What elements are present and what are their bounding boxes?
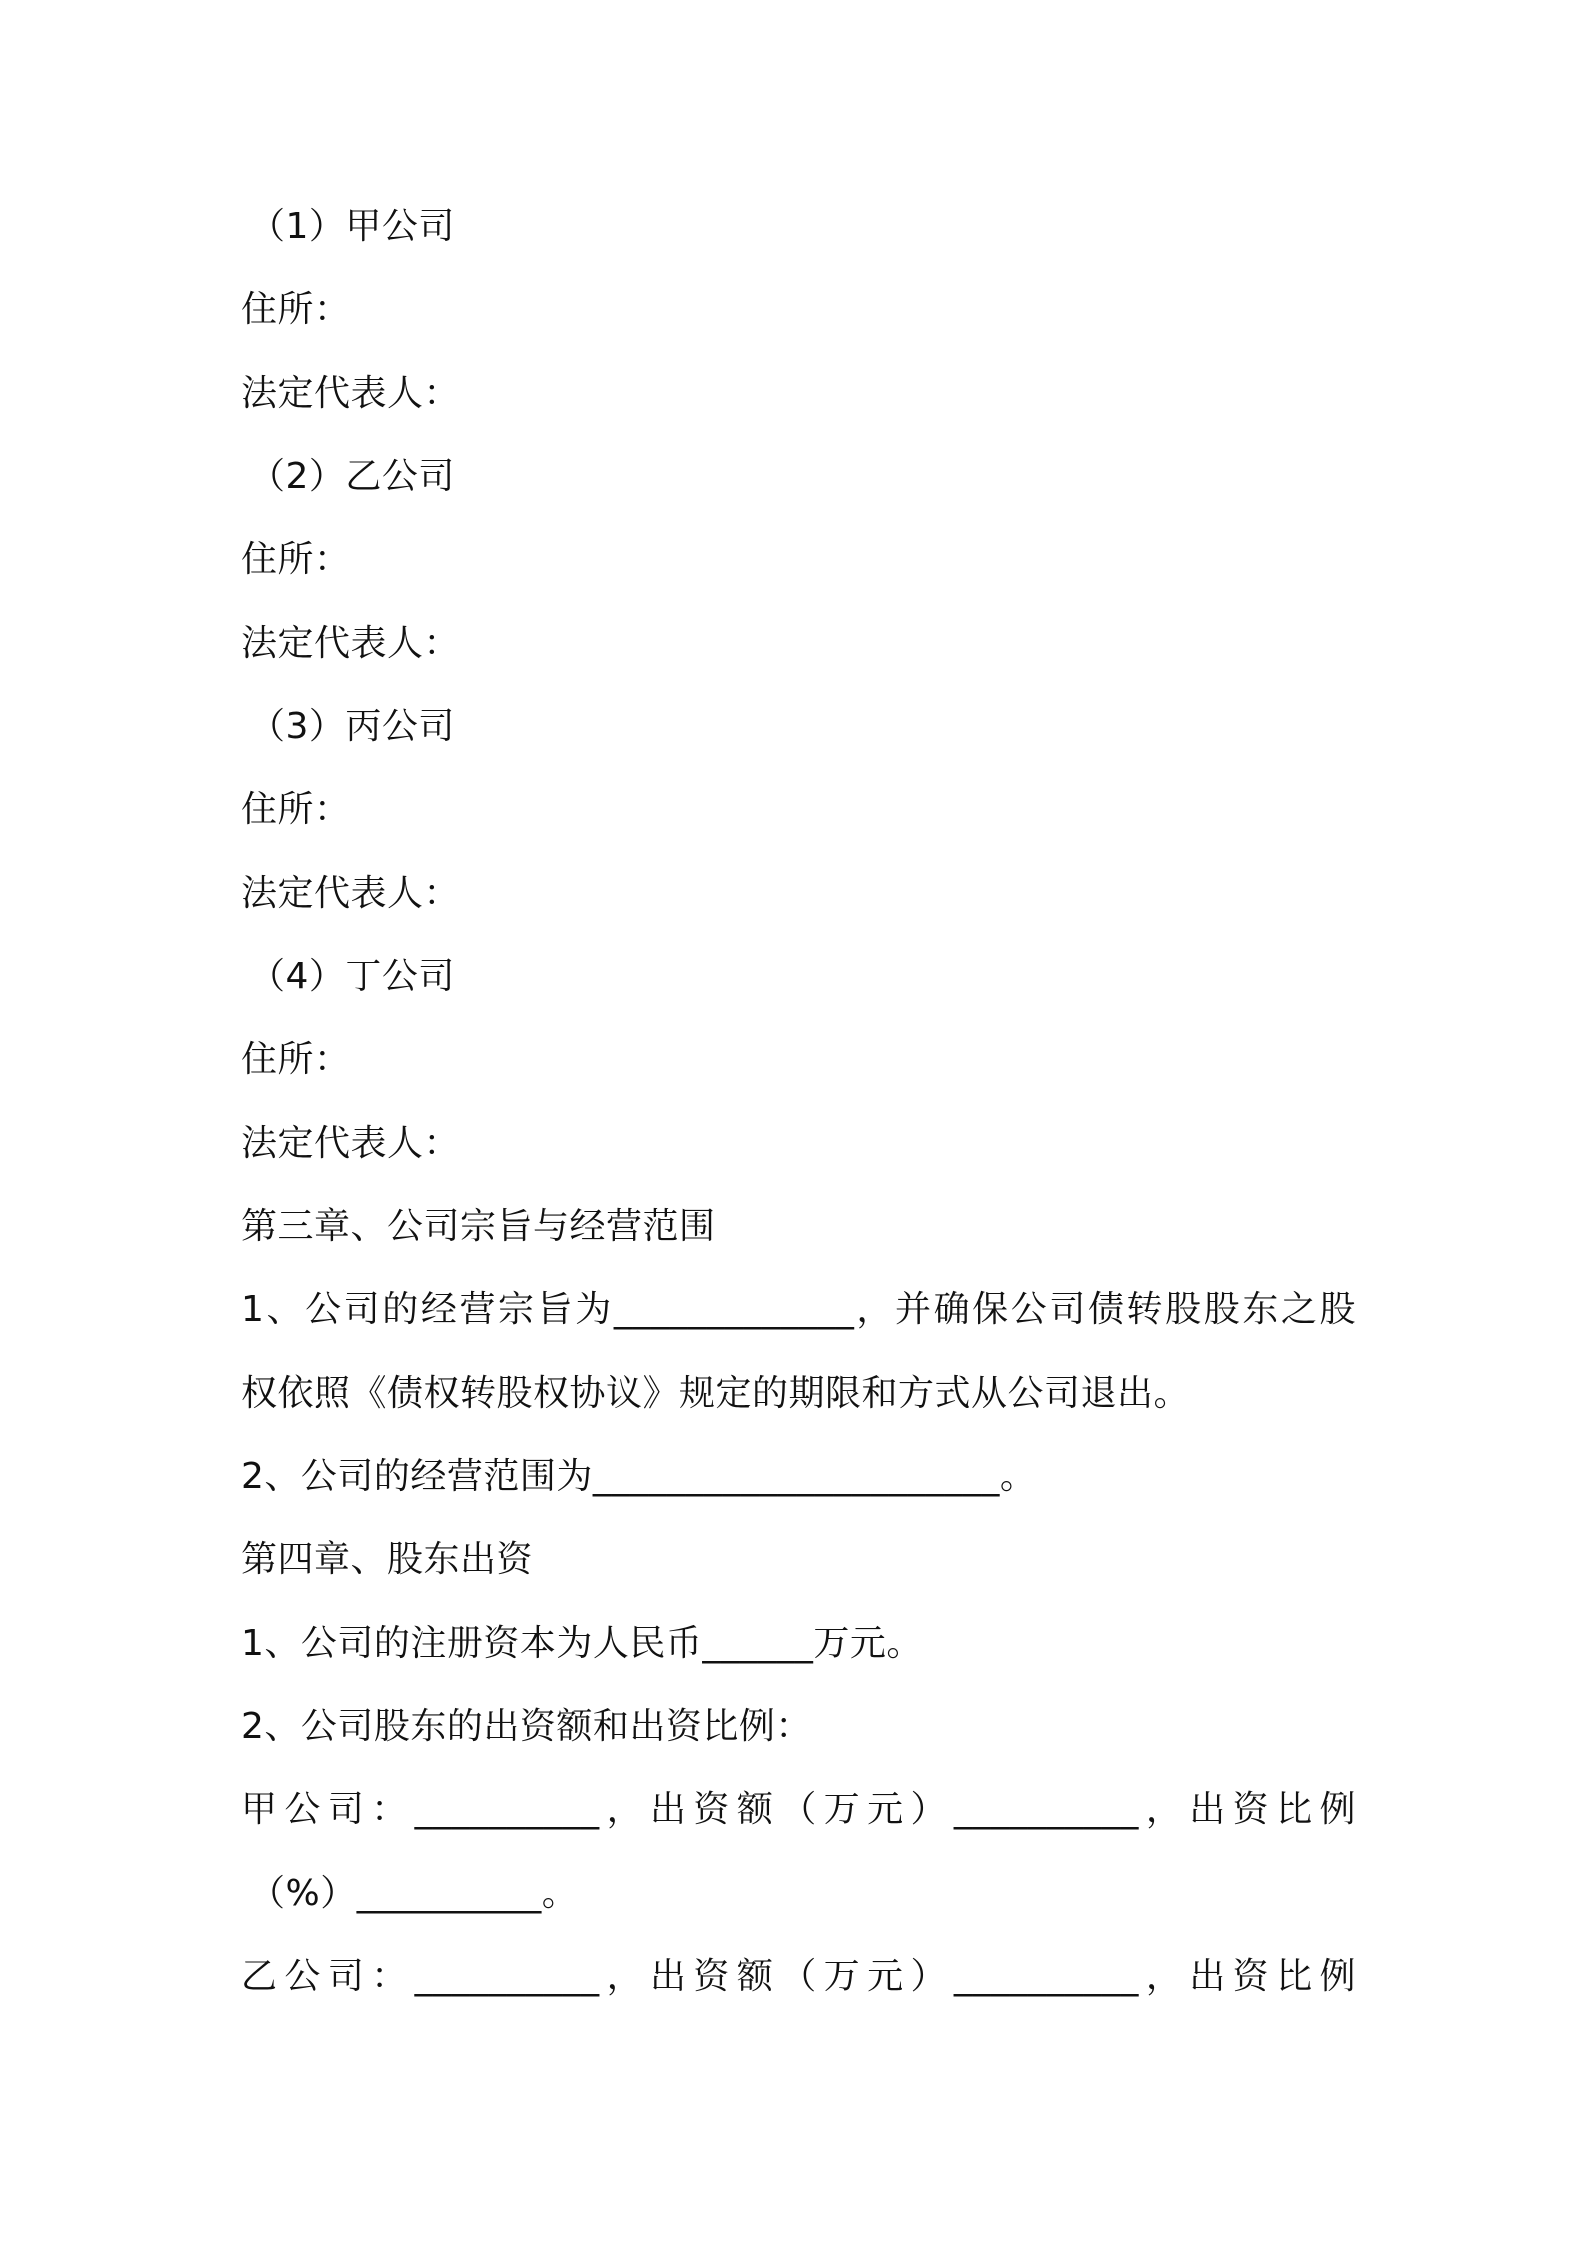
shareholder-a-contribution-line-1: 甲公司：__________，出资额（万元）__________，出资比例 bbox=[241, 1789, 1356, 1830]
chapter-3-clause-2: 2、公司的经营范围为______________________。 bbox=[241, 1456, 1037, 1497]
chapter-4-heading: 第四章、股东出资 bbox=[241, 1539, 534, 1580]
chapter-4-clause-1: 1、公司的注册资本为人民币______万元。 bbox=[241, 1623, 923, 1664]
party-3-heading: （3）丙公司 bbox=[249, 706, 455, 747]
chapter-3-clause-1-line-2: 权依照《债权转股权协议》规定的期限和方式从公司退出。 bbox=[241, 1373, 1191, 1414]
chapter-3-heading: 第三章、公司宗旨与经营范围 bbox=[241, 1206, 716, 1247]
party-4-heading: （4）丁公司 bbox=[249, 956, 455, 997]
party-1-address-label: 住所： bbox=[241, 289, 351, 330]
party-1-heading: （1）甲公司 bbox=[249, 206, 455, 247]
party-2-legal-rep-label: 法定代表人： bbox=[241, 623, 461, 664]
shareholder-a-contribution-line-2: （%）__________。 bbox=[249, 1873, 579, 1914]
chapter-3-clause-1-line-1: 1、公司的经营宗旨为_____________，并确保公司债转股股东之股 bbox=[241, 1289, 1356, 1330]
party-3-legal-rep-label: 法定代表人： bbox=[241, 873, 461, 914]
party-2-address-label: 住所： bbox=[241, 539, 351, 580]
shareholder-b-contribution-line-1: 乙公司：__________，出资额（万元）__________，出资比例 bbox=[241, 1956, 1356, 1997]
party-1-legal-rep-label: 法定代表人： bbox=[241, 373, 461, 414]
chapter-4-clause-2: 2、公司股东的出资额和出资比例： bbox=[241, 1706, 812, 1747]
party-3-address-label: 住所： bbox=[241, 789, 351, 830]
party-4-address-label: 住所： bbox=[241, 1039, 351, 1080]
party-4-legal-rep-label: 法定代表人： bbox=[241, 1123, 461, 1164]
party-2-heading: （2）乙公司 bbox=[249, 456, 455, 497]
